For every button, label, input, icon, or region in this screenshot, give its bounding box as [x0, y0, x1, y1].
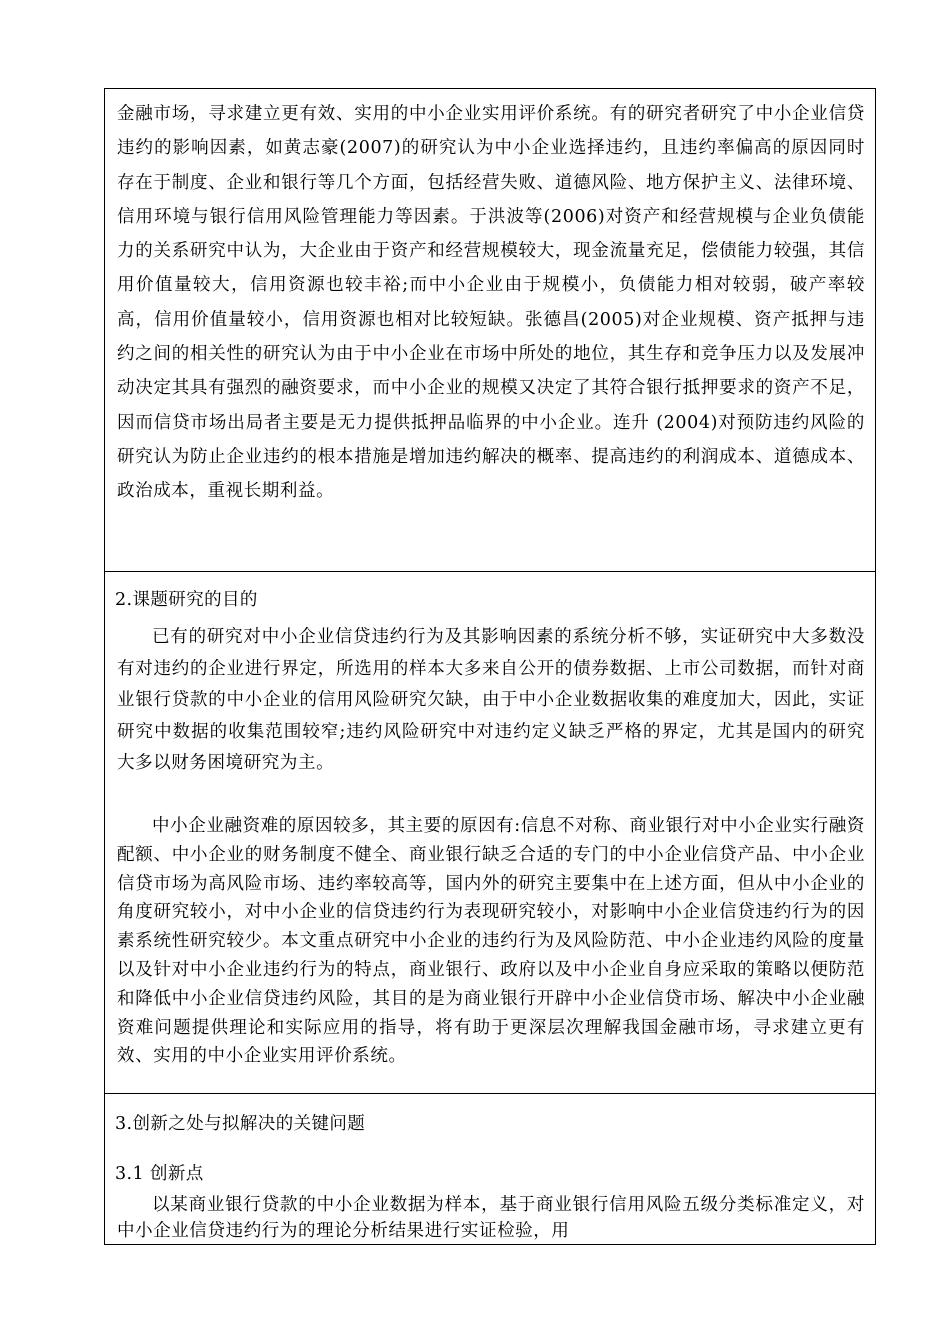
subsection-heading-innovation-points: 3.1 创新点: [115, 1164, 204, 1184]
paragraph-purpose-1: 已有的研究对中小企业信贷违约行为及其影响因素的系统分析不够，实证研究中大多数没有对违约的企业进行界定，所选用的样本大多来自公开的债券数据、上市公司数据，而针对商业银行贷款的中小企业的信用风险研究欠缺，由于中小企业数据收集的难度加大，因此，实证研究中数据的收集范围较窄;违约风险研究中对违约定义缺乏严格的界定，尤其是国内的研究大多以财务困境研究为主。: [117, 627, 865, 773]
table-cell-research-purpose: [104, 571, 876, 1094]
section-heading-innovation: 3.创新之处与拟解决的关键问题: [115, 1114, 366, 1134]
paragraph-purpose-2: 中小企业融资难的原因较多，其主要的原因有:信息不对称、商业银行对中小企业实行融资配额、中小企业的财务制度不健全、商业银行缺乏合适的专门的中小企业信贷产品、中小企业信贷市场为高风险市场、违约率较高等，国内外的研究主要集中在上述方面，但从中小企业的角度研究较小，对中小企业的信贷违约行为表现研究较小，对影响中小企业信贷违约行为的因素系统性研究较少。本文重点研究中小企业的违约行为及风险防范、中小企业违约风险的度量以及针对中小企业违约行为的特点，商业银行、政府以及中小企业自身应采取的策略以便防范和降低中小企业信贷违约风险，其目的是为商业银行开辟中小企业信贷市场、解决中小企业融资难问题提供理论和实际应用的指导，将有助于更深层次理解我国金融市场，寻求建立更有效、实用的中小企业实用评价系统。: [117, 816, 865, 1067]
section-heading-purpose: 2.课题研究的目的: [115, 590, 258, 610]
table-cell-background-continued: [104, 88, 876, 572]
paragraph-literature-review: 金融市场，寻求建立更有效、实用的中小企业实用评价系统。有的研究者研究了中小企业信贷违约的影响因素，如黄志豪(2007)的研究认为中小企业选择违约，且违约率偏高的原因同时存在于制度、企业和银行等几个方面，包括经营失败、道德风险、地方保护主义、法律环境、信用环境与银行信用风险管理能力等因素。于洪波等(2006)对资产和经营规模与企业负债能力的关系研究中认为，大企业由于资产和经营规模较大，现金流量充足，偿债能力较强，其信用价值量较大，信用资源也较丰裕;而中小企业由于规模小，负债能力相对较弱，破产率较高，信用价值量较小，信用资源也相对比较短缺。张德昌(2005)对企业规模、资产抵押与违约之间的相关性的研究认为由于中小企业在市场中所处的地位，其生存和竞争压力以及发展冲动决定其具有强烈的融资要求，而中小企业的规模又决定了其符合银行抵押要求的资产不足，因而信贷市场出局者主要是无力提供抵押品临界的中小企业。连升 (2004)对预防违约风险的研究认为防止企业违约的根本措施是增加违约解决的概率、提高违约的利润成本、道德成本、政治成本，重视长期利益。: [117, 104, 865, 502]
table-cell-innovation: [104, 1093, 876, 1245]
paragraph-innovation-1: 以某商业银行贷款的中小企业数据为样本，基于商业银行信用风险五级分类标准定义，对中小企业信贷违约行为的理论分析结果进行实证检验，用: [117, 1195, 865, 1241]
